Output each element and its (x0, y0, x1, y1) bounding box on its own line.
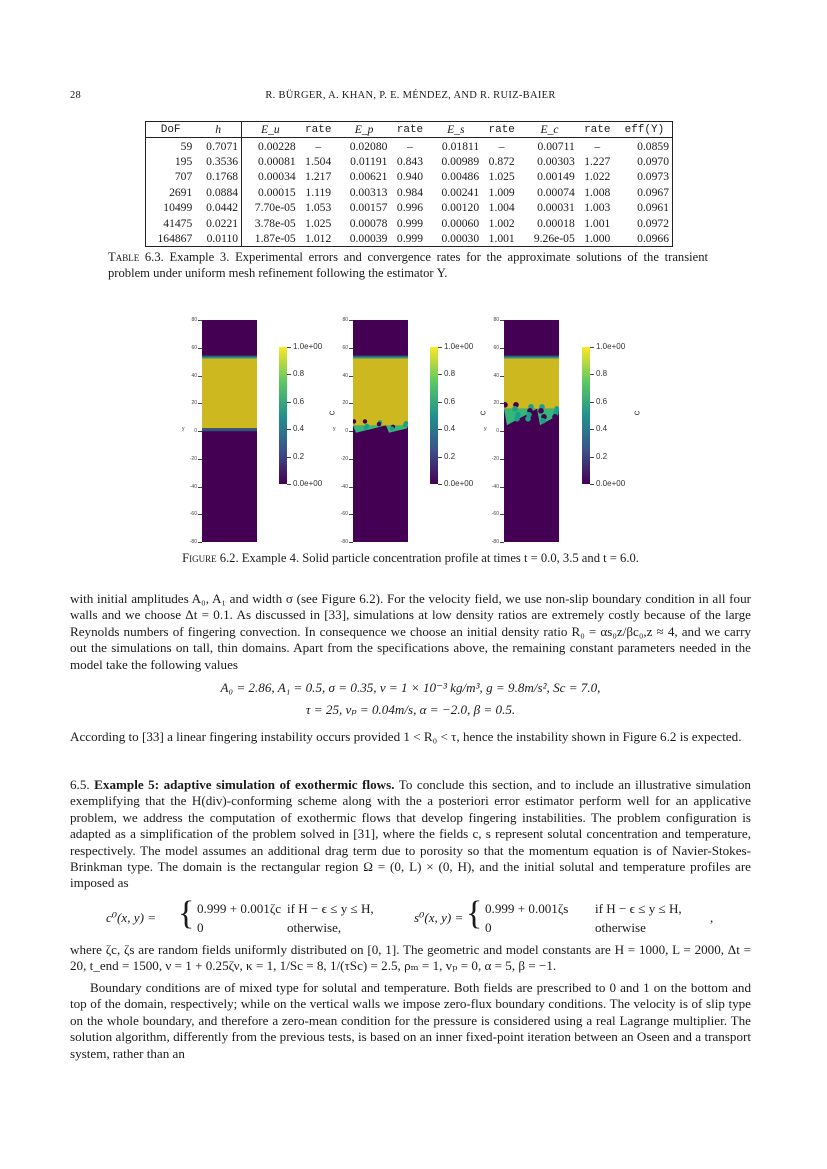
figure-caption (70, 550, 751, 566)
brace: { (466, 895, 483, 932)
equation-parameters-1: A₀ = 2.86, A₁ = 0.5, σ = 0.35, ν = 1 × 10⁻³ kg/m³, g = 9.8m/s², Sc = 7.0, (220, 680, 601, 695)
y-tick-label: 80 (191, 317, 197, 323)
table-cell: 1.504 (305, 154, 332, 168)
table-cell: 0.0967 (637, 185, 669, 199)
eq-c-case1: 0.999 + 0.001ζc (197, 901, 282, 916)
table-cell: 0.00621 (349, 170, 388, 184)
colorbar-tick-label: 0.8 (596, 369, 608, 379)
table-cell: 1.002 (488, 216, 515, 230)
colorbar-tick-mark (590, 429, 594, 430)
table-cell: 0.0221 (195, 215, 241, 230)
concentration-plot (353, 320, 408, 542)
table-cell: 3.78e-05 (254, 216, 296, 230)
figure-caption-text: Example 4. Solid particle concentration profile at times t = 0.0, 3.5 and t = 6.0. (238, 551, 639, 565)
column-header: rate (305, 123, 332, 136)
y-tick-mark (349, 542, 353, 543)
table-caption (108, 249, 708, 282)
y-tick-mark (349, 514, 353, 515)
table-cell: 0.00034 (258, 170, 296, 184)
colorbar (279, 347, 287, 484)
table-cell: 1.022 (584, 170, 611, 184)
table-cell: 0.3536 (195, 154, 241, 169)
concentration-plot (504, 320, 559, 542)
table-cell: 0.7071 (195, 138, 241, 154)
colorbar-tick-label: 0.6 (596, 396, 608, 406)
table-cell: 10499 (163, 201, 193, 215)
y-tick-mark (349, 320, 353, 321)
y-tick-mark (198, 487, 202, 488)
colorbar-tick-label: 0.6 (293, 396, 305, 406)
eq-end: , (710, 910, 714, 925)
equation-initial-profiles (100, 895, 720, 939)
lower-interface (202, 428, 257, 431)
y-tick-label: -40 (189, 483, 197, 490)
y-tick-label: -80 (189, 539, 197, 545)
table-cell: 0.00030 (441, 231, 480, 245)
y-tick-label: 60 (493, 344, 499, 351)
colorbar-tick-mark (590, 457, 594, 458)
finger-blob (377, 422, 381, 426)
table-cell: 0.0973 (637, 170, 669, 184)
y-tick-label: 0 (345, 428, 348, 434)
table-cell: 0.00241 (441, 185, 480, 199)
column-header: E_s (447, 123, 465, 137)
table-cell: 41475 (163, 216, 193, 230)
high-concentration-band (202, 359, 257, 428)
table-cell: 0.01811 (441, 139, 480, 153)
column-header: E_u (261, 123, 280, 137)
finger-blob (514, 416, 520, 422)
colorbar-tick-label: 0.8 (293, 369, 305, 379)
results-table (145, 121, 673, 247)
table-cell: 7.70e-05 (254, 201, 296, 215)
y-tick-mark (500, 514, 504, 515)
colorbar-tick-mark (590, 484, 594, 485)
colorbar-tick-mark (590, 347, 594, 348)
table-cell: 1.004 (488, 201, 515, 215)
eq-s-case2: 0 (485, 920, 492, 935)
colorbar-label: c (477, 410, 488, 416)
colorbar-tick-label: 0.2 (293, 451, 305, 461)
colorbar-tick-mark (438, 347, 442, 348)
y-axis-label: y (484, 426, 487, 432)
high-concentration-band (353, 359, 408, 426)
table-caption-label: Table 6.3. (108, 250, 164, 264)
colorbar-tick-label: 1.0e+00 (444, 342, 474, 351)
table-cell: 0.02080 (349, 139, 388, 153)
equation-parameters-2: τ = 25, vₚ = 0.04m/s, α = −2.0, β = 0.5. (305, 702, 516, 717)
finger-blob (363, 419, 367, 423)
colorbar-tick-mark (287, 402, 291, 403)
table-cell: 0.843 (396, 154, 423, 168)
y-tick-label: 20 (191, 400, 197, 407)
finger-blob (403, 423, 407, 427)
table-cell: 1.217 (305, 170, 332, 184)
eq-s-cond2: otherwise (595, 920, 646, 935)
table-cell: 0.0884 (195, 185, 241, 200)
y-tick-label: -20 (340, 455, 348, 462)
table-row (146, 185, 673, 200)
colorbar-label: c (631, 410, 642, 416)
table-cell: 1.87e-05 (254, 231, 296, 245)
table-header-row (146, 122, 673, 138)
paragraph-instability: According to [33] a linear fingering instability occurs provided 1 < R₀ < τ, hence the instability shown in Figure 6.2 is expected. (70, 729, 742, 744)
eq-c-case2: 0 (197, 920, 204, 935)
table-cell: 0.00228 (258, 139, 296, 153)
y-tick-mark (198, 403, 202, 404)
y-tick-label: -60 (491, 511, 499, 518)
y-tick-mark (500, 431, 504, 432)
table-cell: 0.0961 (637, 201, 669, 215)
finger-blob (525, 416, 531, 422)
y-axis-label: y (333, 426, 336, 432)
y-tick-mark (349, 403, 353, 404)
y-tick-mark (500, 376, 504, 377)
column-header: h (195, 122, 241, 138)
y-tick-label: 20 (493, 400, 499, 407)
section-paragraph: To conclude this section, and to include an illustrative simulation exemplifying that the H(div)-conforming scheme along with the a posteriori error estimator perform well for an applicative problem, we address the computation of exothermic flows that develop fingering instabilities. The problem configuration is adapted as a simplification of the problem solved in [31], where the fields c, s represent solutal concentration and temperature, respectively. The model assumes an additional drag term due to porosity so that the momentum equation is of Navier-Stokes-Brinkman type. The domain is the rectangular region Ω = (0, L) × (0, H), and the initial solutal and temperature profiles are imposed as (70, 777, 751, 891)
y-tick-mark (500, 487, 504, 488)
brace: { (178, 895, 195, 932)
table-row (146, 200, 673, 215)
eq-s-lhs: s⁰(x, y) = (414, 910, 464, 925)
table-cell: – (407, 139, 413, 153)
running-header: R. BÜRGER, A. KHAN, P. E. MÉNDEZ, AND R. RUIZ-BAIER (265, 90, 556, 101)
y-axis-label: y (182, 426, 185, 432)
y-tick-mark (500, 348, 504, 349)
y-tick-mark (198, 459, 202, 460)
table-cell: 0.00081 (258, 154, 296, 168)
table-cell: 0.00711 (537, 139, 575, 153)
finger-blob (552, 414, 558, 420)
colorbar-tick-label: 0.0e+00 (596, 479, 626, 488)
table-cell: 1.012 (305, 231, 332, 245)
table-cell: 2691 (169, 185, 193, 199)
colorbar-tick-mark (287, 429, 291, 430)
eq-c-lhs: c⁰(x, y) = (106, 910, 157, 925)
column-header: E_c (540, 123, 559, 137)
table-cell: 0.00149 (537, 170, 575, 184)
y-tick-label: 0 (496, 428, 499, 434)
finger-blob (540, 418, 546, 424)
y-tick-label: -40 (340, 483, 348, 490)
table-cell: 0.984 (396, 185, 423, 199)
colorbar-tick-mark (590, 374, 594, 375)
table-cell: 0.00018 (537, 216, 575, 230)
y-tick-label: 60 (191, 344, 197, 351)
table-row (146, 154, 673, 169)
table-row (146, 169, 673, 184)
colorbar-tick-label: 1.0e+00 (596, 342, 626, 351)
table-cell: 1.025 (305, 216, 332, 230)
y-tick-mark (500, 459, 504, 460)
table-cell: 9.26e-05 (533, 231, 575, 245)
colorbar-tick-mark (438, 429, 442, 430)
table-cell: 0.0859 (637, 139, 669, 153)
y-tick-label: -80 (340, 539, 348, 545)
y-tick-mark (198, 431, 202, 432)
y-tick-mark (349, 487, 353, 488)
colorbar-tick-mark (287, 457, 291, 458)
table-cell: 0.00486 (441, 170, 480, 184)
table-row (146, 215, 673, 230)
table-cell: 1.025 (488, 170, 515, 184)
colorbar-tick-mark (287, 484, 291, 485)
column-header: eff(Υ) (624, 123, 665, 136)
colorbar (430, 347, 438, 484)
column-header: rate (488, 123, 515, 136)
table-cell: 1.119 (305, 185, 332, 199)
table-cell: 1.003 (584, 201, 611, 215)
y-tick-mark (198, 514, 202, 515)
table-cell: 1.008 (584, 185, 611, 199)
column-header: rate (584, 123, 611, 136)
table-row (146, 231, 673, 247)
table-cell: 1.053 (305, 201, 332, 215)
colorbar-tick-mark (287, 347, 291, 348)
table-cell: 707 (174, 170, 193, 184)
table-cell: 0.0442 (195, 200, 241, 215)
table-cell: 1.001 (584, 216, 611, 230)
y-tick-mark (500, 320, 504, 321)
y-tick-mark (198, 320, 202, 321)
colorbar (582, 347, 590, 484)
column-header: DoF (160, 123, 181, 136)
colorbar-tick-mark (438, 402, 442, 403)
y-tick-mark (349, 348, 353, 349)
y-tick-label: 60 (342, 344, 348, 351)
colorbar-tick-mark (287, 374, 291, 375)
table-cell: 0.0110 (195, 231, 241, 247)
table-cell: 0.01191 (350, 154, 388, 168)
column-header: E_p (354, 123, 374, 137)
table-cell: 0.00074 (537, 185, 575, 199)
y-tick-label: 20 (342, 400, 348, 407)
y-tick-mark (349, 431, 353, 432)
colorbar-tick-label: 1.0e+00 (293, 342, 323, 351)
colorbar-tick-mark (438, 457, 442, 458)
colorbar-tick-label: 0.6 (444, 396, 456, 406)
paragraph-boundary-conditions: Boundary conditions are of mixed type for solutal and temperature. Both fields are prescribed to 0 and 1 on the bottom and top of the domain, respectively; while on the vertical walls we impose zero-flux boundary conditions. The velocity is of slip type on the whole boundary, and therefore a zero-mean condition for the pressure is considered using a real Lagrange multiplier. The solution algorithm, differently from the previous tests, is based on an inner fixed-point iteration between an Oseen and a transport system, rather than an (70, 980, 751, 1061)
y-tick-label: 40 (493, 372, 499, 379)
y-tick-label: -60 (189, 511, 197, 518)
eq-c-cond1: if H − ϵ ≤ y ≤ H, (287, 901, 374, 916)
colorbar-tick-mark (438, 374, 442, 375)
table-cell: 0.0966 (637, 231, 669, 245)
colorbar-tick-label: 0.4 (444, 424, 456, 434)
table-cell: – (315, 139, 322, 153)
finger-blob (390, 426, 394, 430)
table-body (146, 138, 673, 247)
y-tick-mark (500, 403, 504, 404)
y-tick-label: -20 (189, 455, 197, 462)
table-cell: 0.00078 (349, 216, 388, 230)
table-cell: 0.00313 (349, 185, 388, 199)
table-cell: 0.00120 (441, 201, 480, 215)
finger-blob (512, 406, 518, 412)
colorbar-tick-label: 0.2 (596, 451, 608, 461)
page-number: 28 (70, 90, 82, 101)
table-cell: 0.0972 (637, 216, 669, 230)
section-title: Example 5: adaptive simulation of exothermic flows. (94, 777, 395, 792)
table-caption-text: Example 3. Experimental errors and convergence rates for the approximate solutions of the transient problem under uniform mesh refinement following the estimator Υ. (108, 250, 708, 281)
table-cell: 1.227 (584, 154, 611, 168)
y-tick-mark (198, 376, 202, 377)
table-cell: 0.00015 (258, 185, 296, 199)
y-tick-label: 40 (191, 372, 197, 379)
y-tick-label: 80 (493, 317, 499, 323)
table-cell: 0.00989 (441, 154, 480, 168)
table-cell: 0.999 (396, 216, 423, 230)
table-cell: 0.996 (396, 201, 423, 215)
concentration-plot (202, 320, 257, 542)
y-tick-mark (198, 348, 202, 349)
section-6-5 (70, 777, 751, 892)
y-tick-label: -40 (491, 483, 499, 490)
colorbar-tick-mark (438, 484, 442, 485)
table-cell: 0.1768 (195, 169, 241, 184)
y-tick-label: 80 (342, 317, 348, 323)
colorbar-tick-label: 0.4 (293, 424, 305, 434)
y-tick-label: -80 (491, 539, 499, 545)
table-cell: 0.00157 (349, 201, 388, 215)
plot-background (504, 320, 559, 542)
finger-blob (538, 408, 544, 414)
y-tick-mark (198, 542, 202, 543)
y-tick-label: 0 (194, 428, 197, 434)
paragraph-parameters: with initial amplitudes A₀, A₁ and width σ (see Figure 6.2). For the velocity field, we use non-slip boundary condition in all four walls and we choose Δt = 0.1. As discussed in [33], simulations at low density ratios are extremely costly because of the large Reynolds numbers of fingering convection. In consequence we choose an initial density ratio R₀ = αs₀z/βc₀,z ≈ 4, and we carry out the simulations on tall, thin domains. Apart from the specifications above, the remaining constant parameters needed in the model take the following values (70, 591, 751, 672)
y-tick-label: -60 (340, 511, 348, 518)
colorbar-tick-label: 0.2 (444, 451, 456, 461)
table-cell: 0.00060 (441, 216, 480, 230)
table-cell: 0.00039 (349, 231, 388, 245)
table-cell: 195 (174, 154, 193, 168)
y-tick-mark (349, 376, 353, 377)
table-cell: 1.000 (584, 231, 611, 245)
table-cell: 1.001 (488, 231, 515, 245)
section-number: 6.5. (70, 777, 90, 792)
table-row (146, 138, 673, 154)
colorbar-tick-label: 0.0e+00 (444, 479, 474, 488)
colorbar-tick-label: 0.0e+00 (293, 479, 323, 488)
finger-blob (364, 425, 368, 429)
table-cell: – (498, 139, 505, 153)
eq-c-cond2: otherwise, (287, 920, 342, 935)
colorbar-tick-label: 0.4 (596, 424, 608, 434)
table-cell: 0.00303 (537, 154, 575, 168)
column-header: rate (396, 123, 424, 136)
table-cell: 1.009 (488, 185, 515, 199)
eq-s-case1: 0.999 + 0.001ζs (485, 901, 569, 916)
table-cell: 0.0970 (637, 154, 669, 168)
colorbar-label: c (326, 410, 337, 416)
figure-caption-label: Figure 6.2. (182, 551, 239, 565)
table-cell: 0.00031 (537, 201, 575, 215)
table-cell: 0.940 (396, 170, 423, 184)
y-tick-mark (349, 459, 353, 460)
table-cell: 0.999 (396, 231, 423, 245)
y-tick-label: -20 (491, 455, 499, 462)
y-tick-mark (500, 542, 504, 543)
paragraph-constants: where ζc, ζs are random fields uniformly distributed on [0, 1]. The geometric and model constants are H = 1000, L = 2000, Δt = 20, t_end = 1500, ν = 1 + 0.25ζν, κ = 1, 1/Sc = 8, 1/(τSc) = 2.5, ρₘ = 1, vₚ = 0, α = 5, β = −1. (70, 942, 751, 974)
table-cell: 59 (180, 139, 193, 153)
colorbar-tick-label: 0.8 (444, 369, 456, 379)
eq-s-cond1: if H − ϵ ≤ y ≤ H, (595, 901, 682, 916)
colorbar-tick-mark (590, 402, 594, 403)
y-tick-label: 40 (342, 372, 348, 379)
high-concentration-band (504, 359, 559, 409)
table-cell: – (594, 139, 601, 153)
table-cell: 164867 (157, 231, 193, 245)
table-cell: 0.872 (488, 154, 515, 168)
